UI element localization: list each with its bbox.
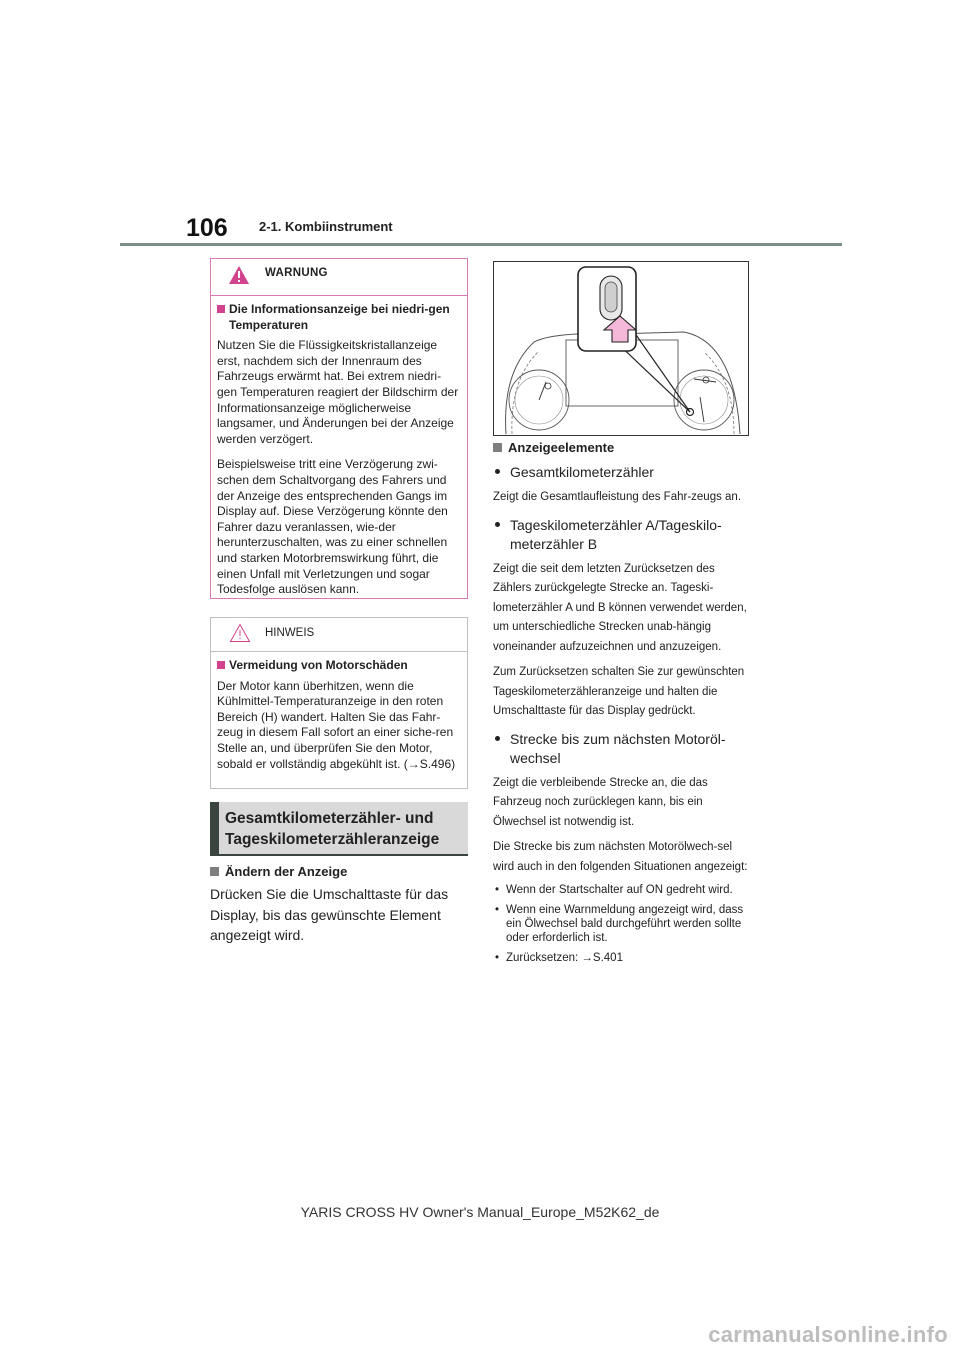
instrument-cluster-illustration xyxy=(494,262,748,435)
situation-list xyxy=(493,883,755,965)
notice-subheading-row xyxy=(217,658,461,674)
header-rule xyxy=(120,243,842,246)
bullet-dot-icon xyxy=(495,469,500,474)
warning-paragraph: Beispielsweise tritt eine Verzögerung zwi-schen dem Schaltvorgang des Fahrers und der Anzeige des entsprechenden Gangs im Display auf. Diese Verzögerung könnte den Fahrer dazu veranlassen, wie-der herunterzuschalten, was zu einer schnellen und starken Motorbremswirkung führt, die einen Unfall mit Verletzungen und sogar Todesfolge auslösen kann. xyxy=(217,457,448,597)
square-bullet-icon xyxy=(210,867,219,876)
warning-box xyxy=(210,258,468,599)
warning-title: WARNUNG xyxy=(265,267,328,279)
display-item-text: Zeigt die Gesamtlaufleistung des Fahr-zeugs an. xyxy=(493,491,742,503)
section-heading-line2: Tageskilometerzähleranzeige xyxy=(225,831,440,848)
warning-triangle-icon xyxy=(228,265,250,285)
section-heading xyxy=(225,808,439,850)
notice-paragraph: Der Motor kann überhitzen, wenn die Kühlmittel-Temperaturanzeige in den roten Bereich (H) wandert. Halten Sie das Fahr-zeug in diesem Fall sofort an einer siche-ren Stelle an, und überprüfen Sie den Motor, sobald er vollständig abgekühlt ist. (→S.496) xyxy=(217,678,456,771)
display-item-title-row xyxy=(493,730,755,768)
change-display-heading: Ändern der Anzeige xyxy=(225,864,348,879)
caution-triangle-icon xyxy=(229,623,251,643)
change-display-text: Drücken Sie die Umschalttaste für das Display, bis das gewünschte Element angezeigt wird. xyxy=(210,886,449,943)
display-item-text: Die Strecke bis zum nächsten Motorölwech-sel wird auch in den folgenden Situationen angezeigt: xyxy=(493,841,748,873)
display-items-section xyxy=(493,440,755,971)
page-number: 106 xyxy=(186,214,228,242)
instrument-cluster-figure xyxy=(493,261,749,436)
watermark: carmanualsonline.info xyxy=(708,1322,948,1347)
notice-box xyxy=(210,617,468,789)
section-heading-bar xyxy=(210,802,219,854)
list-item: • Zurücksetzen: →S.401 xyxy=(493,951,755,965)
display-items-heading-row xyxy=(493,440,755,455)
notice-header xyxy=(211,618,467,652)
footer-text: YARIS CROSS HV Owner's Manual_Europe_M52K62_de xyxy=(300,1204,660,1220)
display-item-text: Zeigt die seit dem letzten Zurücksetzen des Zählers zurückgelegte Strecke an. Tageski-lometerzähler A und B können verwendet werden, um unterschiedliche Strecken unab-hängig voneinander aufzuzeichnen und anzuzeigen. xyxy=(493,562,747,653)
warning-subheading-row xyxy=(217,302,461,333)
display-item-text: Zeigt die verbleibende Strecke an, die das Fahrzeug noch zurücklegen kann, bis ein Ölwechsel ist notwendig ist. xyxy=(493,776,708,828)
display-item-title-row xyxy=(493,463,755,482)
display-item-title-row xyxy=(493,516,755,554)
warning-header xyxy=(211,259,467,296)
notice-title: HINWEIS xyxy=(265,627,315,639)
notice-subheading: Vermeidung von Motorschäden xyxy=(229,658,408,672)
list-item: • Wenn der Startschalter auf ON gedreht wird. xyxy=(493,883,755,897)
square-bullet-icon xyxy=(217,305,225,313)
display-item-title: Strecke bis zum nächsten Motoröl-wechsel xyxy=(510,730,726,766)
section-heading-band xyxy=(210,802,468,856)
change-display-heading-row xyxy=(210,864,347,879)
section-heading-line1: Gesamtkilometerzähler- und xyxy=(225,810,434,827)
bullet-dot-icon xyxy=(495,522,500,527)
display-item-title: Gesamtkilometerzähler xyxy=(510,464,654,480)
warning-subheading: Die Informationsanzeige bei niedri-gen Temperaturen xyxy=(229,302,450,332)
square-bullet-icon xyxy=(493,443,502,452)
display-items-heading: Anzeigeelemente xyxy=(508,440,615,455)
bullet-dot-icon xyxy=(495,736,500,741)
warning-paragraph: Nutzen Sie die Flüssigkeitskristallanzeige erst, nachdem sich der Innenraum des Fahrzeugs erwärmt hat. Bei extrem niedri-gen Temperaturen reagiert der Bildschirm der Informationsanzeige möglicherweise langsamer, und Änderungen bei der Anzeige werden verzögert. xyxy=(217,338,459,446)
square-bullet-icon xyxy=(217,661,225,669)
list-item: • Wenn eine Warnmeldung angezeigt wird, dass ein Ölwechsel bald durchgeführt werden sollte oder erforderlich ist. xyxy=(493,903,755,945)
display-item-text: Zum Zurücksetzen schalten Sie zur gewünschten Tageskilometerzähleranzeige und halten die Umschalttaste für das Display gedrückt. xyxy=(493,666,745,717)
section-header: 2-1. Kombiinstrument xyxy=(259,219,393,234)
display-item-title: Tageskilometerzähler A/Tageskilo-meterzähler B xyxy=(510,516,722,552)
